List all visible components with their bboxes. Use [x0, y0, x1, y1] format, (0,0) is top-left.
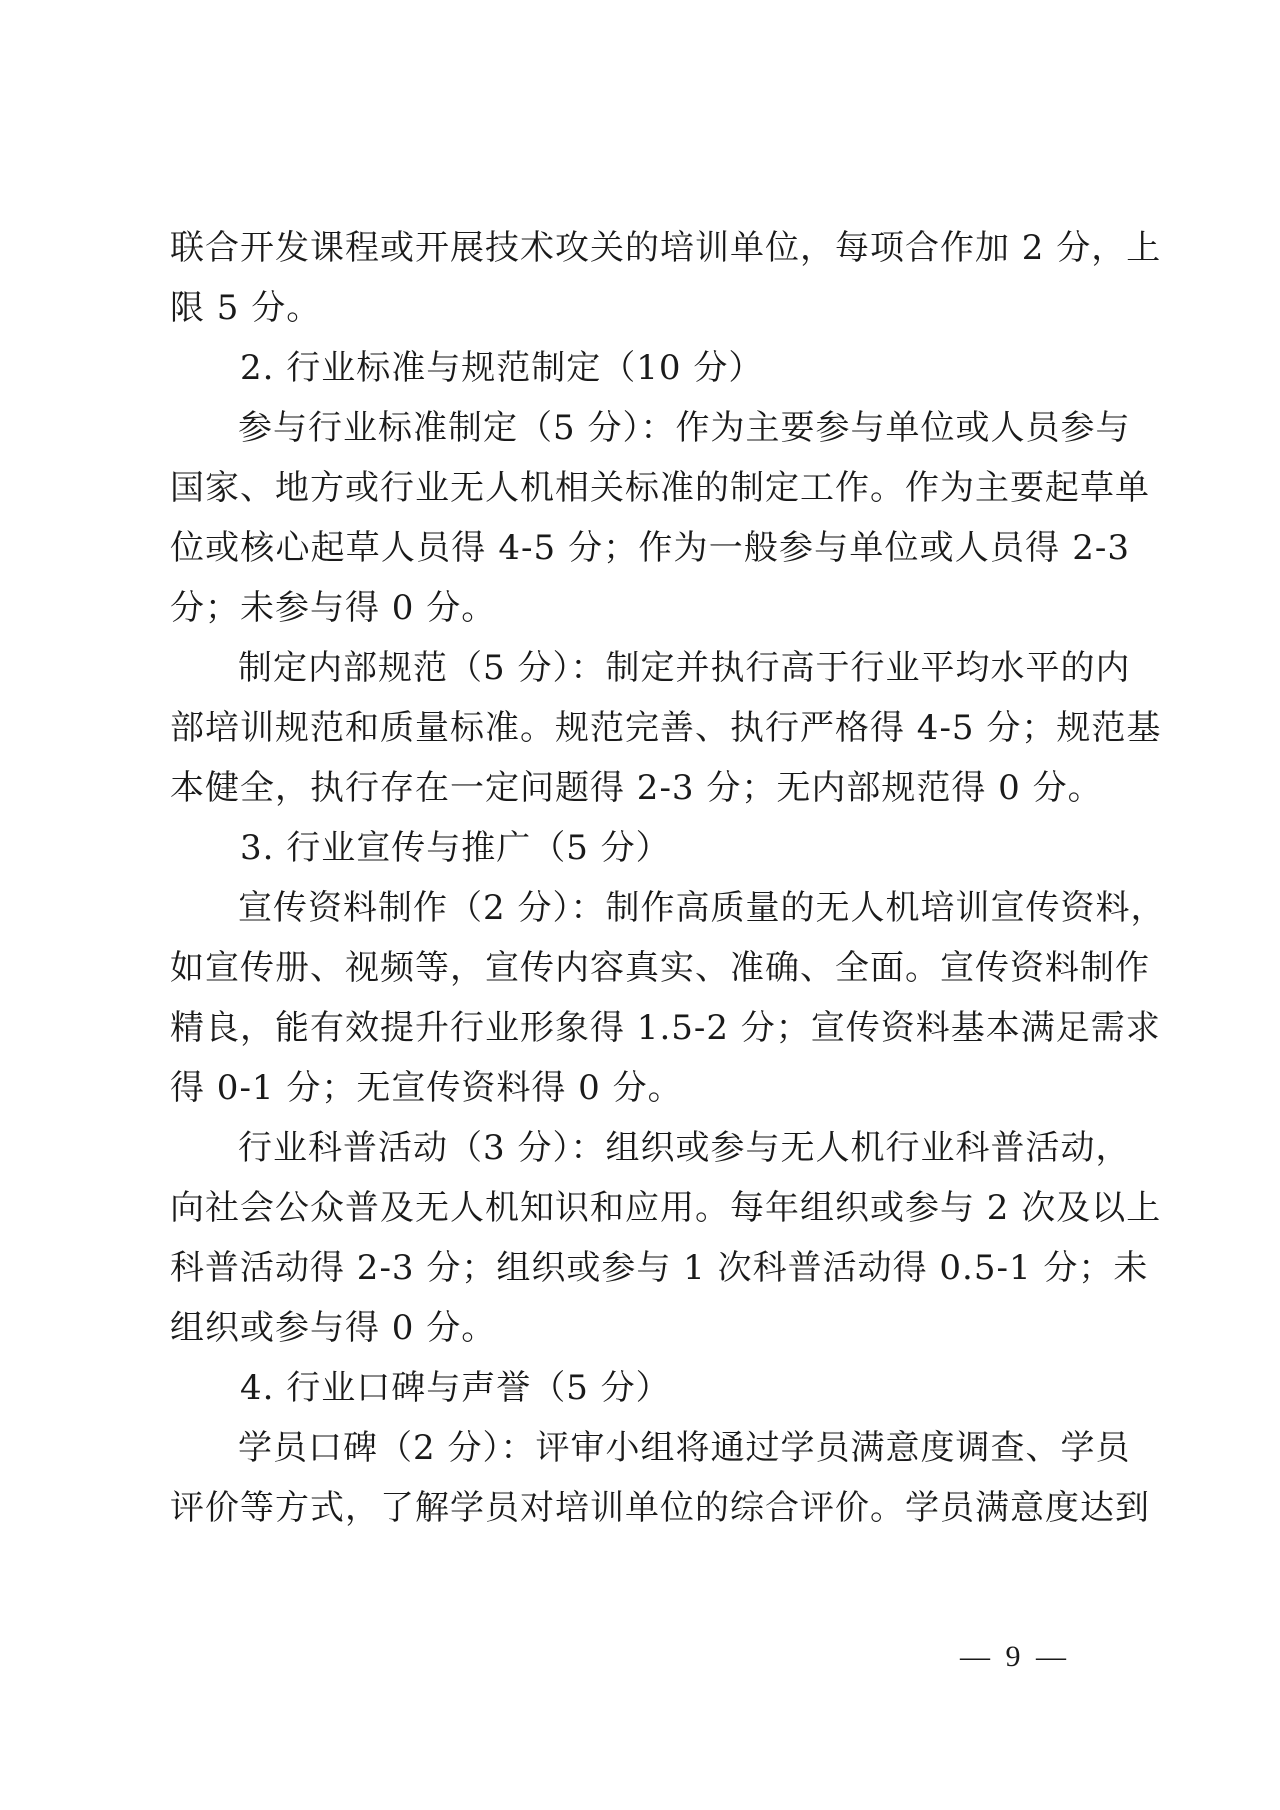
section-heading: 4. 行业口碑与声誉（5 分）	[240, 1368, 671, 1408]
paragraph-line: 得 0-1 分；无宣传资料得 0 分。	[170, 1068, 683, 1108]
paragraph-line: 精良，能有效提升行业形象得 1.5-2 分；宣传资料基本满足需求	[170, 1008, 1161, 1048]
paragraph-line: 位或核心起草人员得 4-5 分；作为一般参与单位或人员得 2-3	[170, 528, 1130, 568]
paragraph-line: 部培训规范和质量标准。规范完善、执行严格得 4-5 分；规范基	[170, 708, 1162, 748]
section-heading: 2. 行业标准与规范制定（10 分）	[240, 348, 764, 388]
paragraph-line: 评价等方式，了解学员对培训单位的综合评价。学员满意度达到	[170, 1488, 1150, 1528]
page-number-text: — 9 —	[960, 1640, 1070, 1673]
paragraph-line: 国家、地方或行业无人机相关标准的制定工作。作为主要起草单	[170, 468, 1150, 508]
page-number	[0, 1640, 1280, 1674]
document-body	[170, 218, 1166, 1538]
paragraph-line: 向社会公众普及无人机知识和应用。每年组织或参与 2 次及以上	[170, 1188, 1162, 1228]
paragraph-line: 制定内部规范（5 分）：制定并执行高于行业平均水平的内	[238, 648, 1131, 688]
paragraph-line: 限 5 分。	[170, 288, 322, 328]
paragraph-line: 分；未参与得 0 分。	[170, 588, 497, 628]
paragraph-line: 组织或参与得 0 分。	[170, 1308, 497, 1348]
paragraph-line: 学员口碑（2 分）：评审小组将通过学员满意度调查、学员	[238, 1428, 1131, 1468]
section-heading: 3. 行业宣传与推广（5 分）	[240, 828, 671, 868]
paragraph-line: 科普活动得 2-3 分；组织或参与 1 次科普活动得 0.5-1 分；未	[170, 1248, 1149, 1288]
paragraph-line: 本健全，执行存在一定问题得 2-3 分；无内部规范得 0 分。	[170, 768, 1103, 808]
paragraph-line: 如宣传册、视频等，宣传内容真实、准确、全面。宣传资料制作	[170, 948, 1150, 988]
paragraph-line: 行业科普活动（3 分）：组织或参与无人机行业科普活动，	[238, 1128, 1131, 1168]
paragraph-line: 参与行业标准制定（5 分）：作为主要参与单位或人员参与	[238, 408, 1131, 448]
paragraph-line: 宣传资料制作（2 分）：制作高质量的无人机培训宣传资料，	[238, 888, 1166, 928]
paragraph-line: 联合开发课程或开展技术攻关的培训单位，每项合作加 2 分，上	[170, 228, 1162, 268]
